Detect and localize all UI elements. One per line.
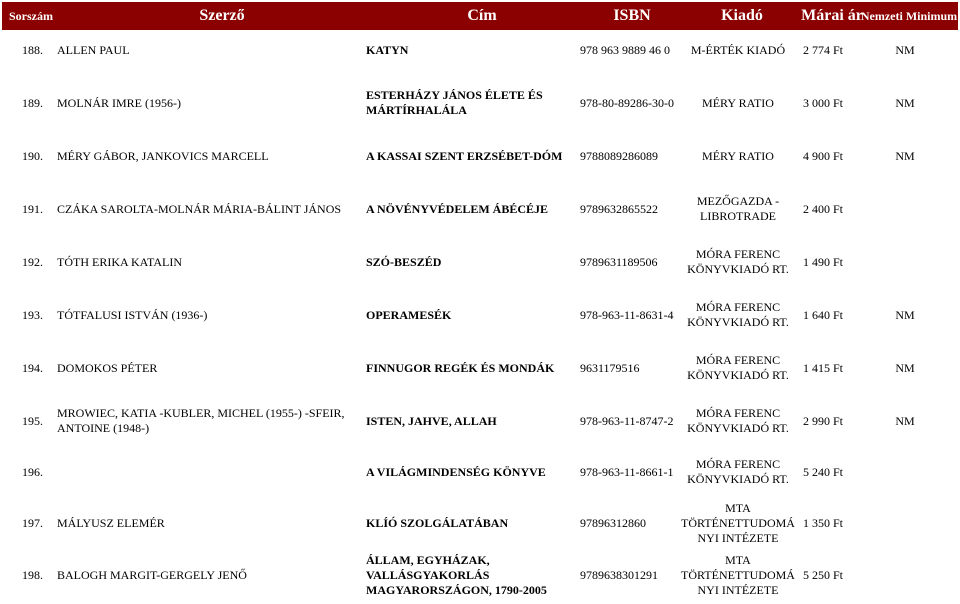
cell-nemzeti-minimum xyxy=(880,497,930,549)
cell-isbn: 9788089286089 xyxy=(580,148,658,163)
cell-marai-ar: 2 774 Ft xyxy=(802,42,843,57)
cell-isbn: 97896312860 xyxy=(580,515,646,530)
cell-kiado: MÓRA FERENC KÖNYVKIADÓ RT. xyxy=(687,247,789,276)
cell-szerzo: MOLNÁR IMRE (1956-) xyxy=(57,95,181,110)
cell-nemzeti-minimum: NM xyxy=(895,148,915,163)
table-row xyxy=(0,446,960,498)
cell-sorszam: 194. xyxy=(22,360,43,375)
cell-isbn: 9789632865522 xyxy=(580,201,658,216)
cell-kiado: MÉRY RATIO xyxy=(702,148,774,163)
table-row xyxy=(0,236,960,288)
cell-sorszam: 197. xyxy=(22,515,43,530)
cell-marai-ar: 2 990 Ft xyxy=(802,413,843,428)
cell-sorszam: 188. xyxy=(22,42,43,57)
cell-cim: ÁLLAM, EGYHÁZAK, VALLÁSGYAKORLÁS MAGYARORSZÁGON, 1790-2005 xyxy=(366,552,547,597)
cell-kiado: MÓRA FERENC KÖNYVKIADÓ RT. xyxy=(687,457,789,486)
cell-cim: A VILÁGMINDENSÉG KÖNYVE xyxy=(366,464,546,479)
cell-szerzo xyxy=(57,446,363,498)
table-row xyxy=(0,77,960,129)
cell-szerzo: MÁLYUSZ ELEMÉR xyxy=(57,515,165,530)
cell-cim: A NÖVÉNYVÉDELEM ÁBÉCÉJE xyxy=(366,201,549,216)
cell-kiado: MTA TÖRTÉNETTUDOMÁ NYI INTÉZETE xyxy=(681,500,795,545)
table-row xyxy=(0,130,960,182)
cell-kiado: MTA TÖRTÉNETTUDOMÁ NYI INTÉZETE xyxy=(681,552,795,597)
table-row xyxy=(0,183,960,235)
cell-kiado: MÉRY RATIO xyxy=(702,95,774,110)
cell-marai-ar: 3 000 Ft xyxy=(802,95,843,110)
cell-isbn: 978-963-11-8747-2 xyxy=(580,413,674,428)
cell-sorszam: 190. xyxy=(22,148,43,163)
cell-cim: SZÓ-BESZÉD xyxy=(366,254,442,269)
table-row xyxy=(0,549,960,601)
cell-isbn: 9789631189506 xyxy=(580,254,658,269)
cell-nemzeti-minimum xyxy=(880,236,930,288)
cell-nemzeti-minimum: NM xyxy=(895,95,915,110)
cell-marai-ar: 1 490 Ft xyxy=(802,254,843,269)
cell-nemzeti-minimum: NM xyxy=(895,42,915,57)
cell-szerzo: CZÁKA SAROLTA-MOLNÁR MÁRIA-BÁLINT JÁNOS xyxy=(57,201,342,216)
cell-isbn: 9631179516 xyxy=(580,360,640,375)
cell-isbn: 978-963-11-8631-4 xyxy=(580,307,674,322)
table-row xyxy=(0,24,960,76)
cell-kiado: MÓRA FERENC KÖNYVKIADÓ RT. xyxy=(687,406,789,435)
cell-cim: FINNUGOR REGÉK ÉS MONDÁK xyxy=(366,360,555,375)
cell-marai-ar: 1 640 Ft xyxy=(802,307,843,322)
cell-sorszam: 196. xyxy=(22,464,43,479)
header-nemzeti-minimum: Nemzeti Minimum xyxy=(860,9,958,23)
header-sorszam: Sorszám xyxy=(9,9,53,23)
cell-nemzeti-minimum: NM xyxy=(895,307,915,322)
cell-nemzeti-minimum: NM xyxy=(895,413,915,428)
cell-isbn: 9789638301291 xyxy=(580,567,658,582)
cell-szerzo: MÉRY GÁBOR, JANKOVICS MARCELL xyxy=(57,148,269,163)
cell-sorszam: 198. xyxy=(22,567,43,582)
cell-marai-ar: 1 350 Ft xyxy=(802,515,843,530)
cell-nemzeti-minimum: NM xyxy=(895,360,915,375)
cell-szerzo: ALLEN PAUL xyxy=(57,42,130,57)
cell-cim: ESTERHÁZY JÁNOS ÉLETE ÉS MÁRTÍRHALÁLA xyxy=(366,88,543,117)
cell-sorszam: 192. xyxy=(22,254,43,269)
cell-szerzo: MROWIEC, KATIA -KUBLER, MICHEL (1955-) -SFEIR, ANTOINE (1948-) xyxy=(57,406,345,435)
cell-cim: ISTEN, JAHVE, ALLAH xyxy=(366,413,497,428)
cell-marai-ar: 5 240 Ft xyxy=(802,464,843,479)
cell-isbn: 978 963 9889 46 0 xyxy=(580,42,670,57)
cell-cim: KLÍÓ SZOLGÁLATÁBAN xyxy=(366,515,509,530)
table-row xyxy=(0,395,960,447)
cell-kiado: M-ÉRTÉK KIADÓ xyxy=(690,42,786,57)
cell-cim: OPERAMESÉK xyxy=(366,307,452,322)
cell-szerzo: DOMOKOS PÉTER xyxy=(57,360,158,375)
cell-marai-ar: 1 415 Ft xyxy=(802,360,843,375)
cell-marai-ar: 5 250 Ft xyxy=(802,567,843,582)
header-marai-ar: Márai ár xyxy=(801,7,863,24)
table-row xyxy=(0,342,960,394)
cell-isbn: 978-963-11-8661-1 xyxy=(580,464,674,479)
table-row xyxy=(0,497,960,549)
cell-szerzo: TÓTFALUSI ISTVÁN (1936-) xyxy=(57,307,208,322)
header-cim: Cím xyxy=(467,7,497,24)
cell-kiado: MÓRA FERENC KÖNYVKIADÓ RT. xyxy=(687,300,789,329)
cell-marai-ar: 4 900 Ft xyxy=(802,148,843,163)
cell-szerzo: BALOGH MARGIT-GERGELY JENŐ xyxy=(57,567,247,582)
cell-isbn: 978-80-89286-30-0 xyxy=(580,95,674,110)
cell-kiado: MÓRA FERENC KÖNYVKIADÓ RT. xyxy=(687,353,789,382)
cell-kiado: MEZŐGAZDA - LIBROTRADE xyxy=(696,194,780,223)
cell-cim: KATYN xyxy=(366,42,409,57)
table-row xyxy=(0,289,960,341)
cell-cim: A KASSAI SZENT ERZSÉBET-DÓM xyxy=(366,148,563,163)
cell-szerzo: TÓTH ERIKA KATALIN xyxy=(57,254,183,269)
header-szerzo: Szerző xyxy=(199,7,245,24)
cell-nemzeti-minimum xyxy=(880,183,930,235)
cell-sorszam: 193. xyxy=(22,307,43,322)
cell-nemzeti-minimum xyxy=(880,549,930,601)
header-kiado: Kiadó xyxy=(721,7,763,24)
cell-sorszam: 189. xyxy=(22,95,43,110)
cell-marai-ar: 2 400 Ft xyxy=(802,201,843,216)
header-isbn: ISBN xyxy=(613,7,651,24)
cell-sorszam: 195. xyxy=(22,413,43,428)
cell-sorszam: 191. xyxy=(22,201,43,216)
cell-nemzeti-minimum xyxy=(880,446,930,498)
